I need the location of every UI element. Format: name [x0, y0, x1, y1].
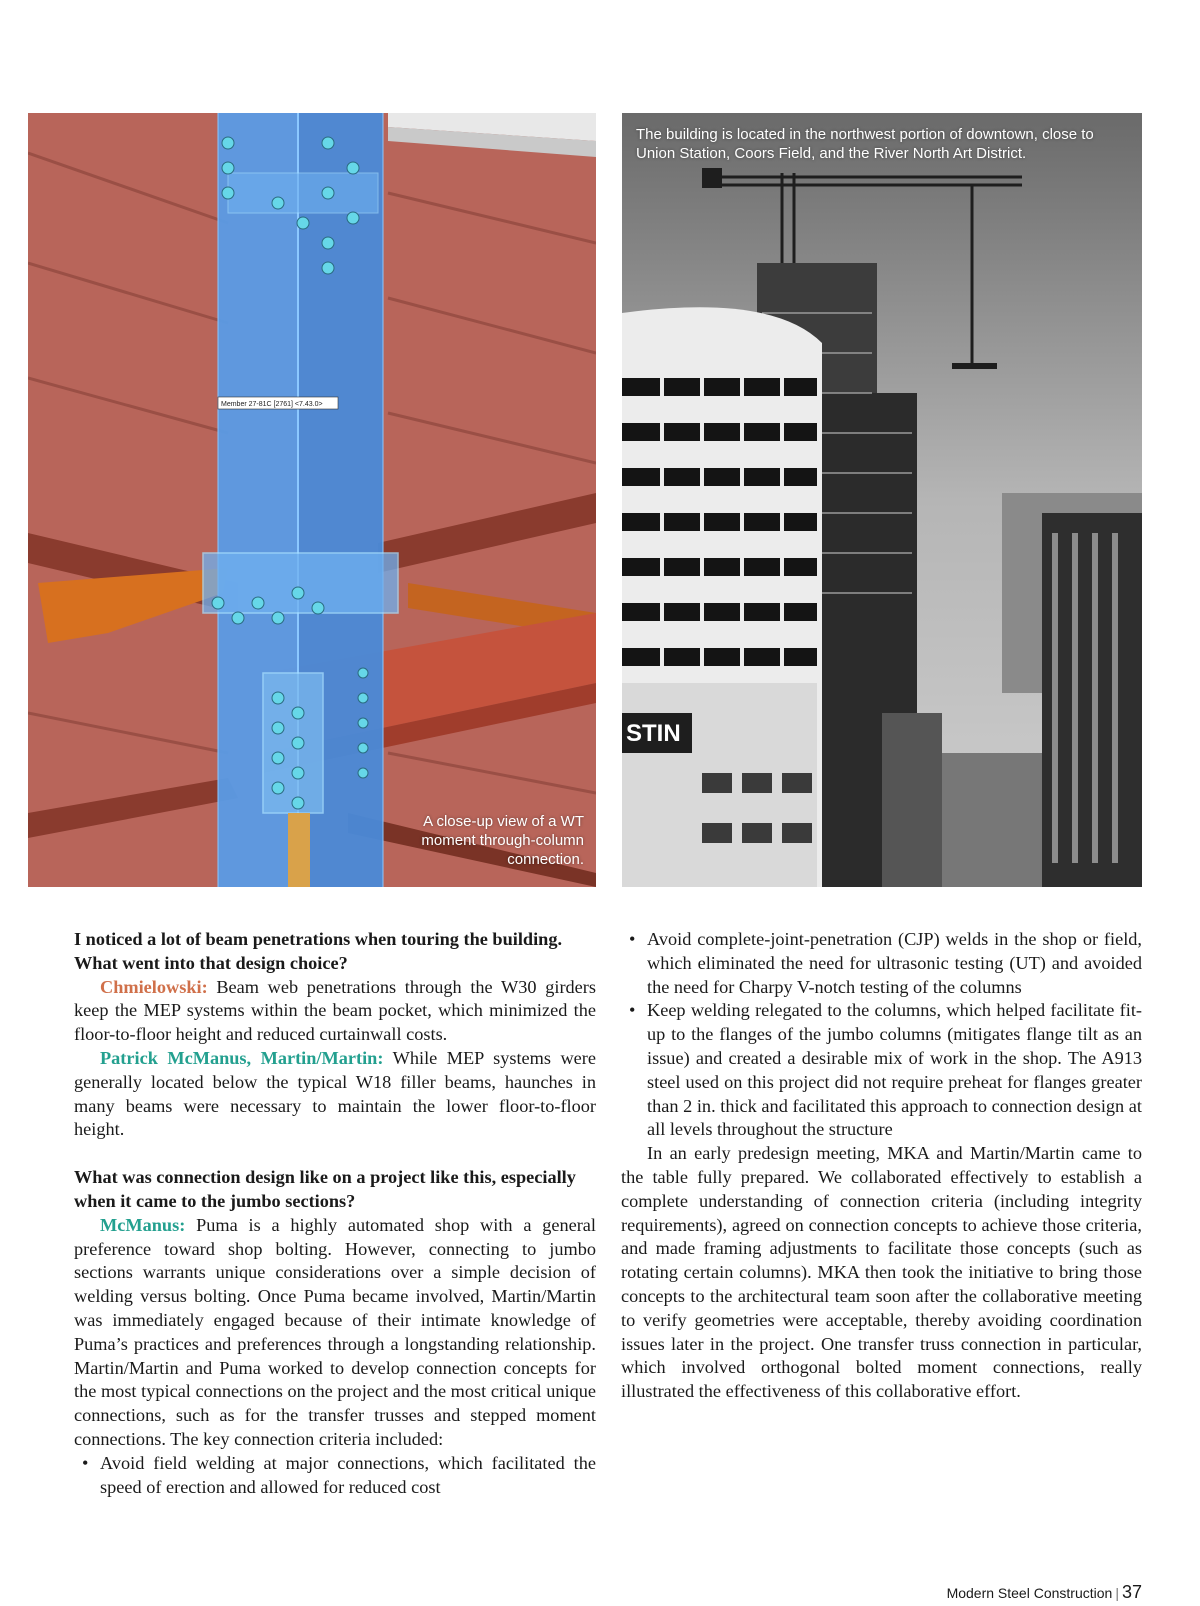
bullet-dot: •	[629, 1000, 636, 1021]
article-column-right	[621, 928, 1142, 1404]
closing-paragraph: In an early predesign meeting, MKA and Martin/Martin came to the table fully prepared. We collaborated effectively to establish a complete understanding of connection criteria (including integrity requirements), agreed on connection concepts to achieve those criteria, and made framing adjustments to facilitate those concepts (such as rotating certain columns). MKA then took the initiative to bring those concepts to the architectural team soon after the collaborative meeting to verify geometries were acceptable, thereby avoiding coordination issues later in the project. One transfer truss connection in particular, which involved orthogonal bolted moment connections, really illustrated the effectiveness of this collaborative effort.	[621, 1143, 1142, 1402]
publication-name: Modern Steel Construction	[946, 1585, 1113, 1601]
bullet-dot: •	[629, 929, 636, 949]
criteria-bullet-1	[74, 1452, 596, 1500]
answer-mcmanus-1	[74, 1047, 596, 1142]
construction-photo	[622, 113, 1142, 887]
bullet-dot: •	[82, 1452, 89, 1473]
footer-separator: |	[1115, 1585, 1119, 1601]
bullet-text: Keep welding relegated to the columns, which helped facilitate fit-up to the flanges of the jumbo columns (mitigates flange tilt as an issue) and created a desirable mix of work in the shop. The A913 steel used on this project did not require preheat for flanges greater than 2 in. thick and facilitated this approach to connection design at all levels throughout the structure	[647, 1000, 1142, 1140]
answer-chmielowski	[74, 976, 596, 1047]
answer-text: Puma is a highly automated shop with a general preference toward shop bolting. However, connecting to jumbo sections warrants unique considerations over a simple decision of welding versus bolting. Once Puma became involved, Martin/Martin was immediately engaged because of their intimate knowledge of Puma’s practices and preferences through a longstanding relationship. Martin/Martin and Puma worked to develop connection concepts for the most typical connections on the project and the most critical unique connections, such as for the transfer trusses and stepped moment connections. The key connection criteria included:	[74, 1214, 596, 1449]
article-column-left	[74, 928, 596, 1499]
hotel-sign: STIN	[626, 720, 681, 747]
right-figure-caption: The building is located in the northwest portion of downtown, close to Union Station, Coors Field, and the River North Art District.	[636, 126, 1094, 162]
question-beam-penetrations: I noticed a lot of beam penetrations when touring the building. What went into that design choice?	[74, 929, 563, 973]
speaker-chmielowski: Chmielowski:	[100, 976, 208, 997]
connection-model-image	[28, 113, 596, 887]
criteria-bullet-3	[621, 999, 1142, 1142]
bullet-text: Avoid complete-joint-penetration (CJP) welds in the shop or field, which eliminated the need for ultrasonic testing (UT) and avoided the need for Charpy V-notch testing of the columns	[647, 929, 1142, 997]
page-number: 37	[1121, 1582, 1142, 1602]
answer-mcmanus-2	[74, 1214, 596, 1452]
question-connection-design: What was connection design like on a project like this, especially when it came to the jumbo sections?	[74, 1167, 576, 1211]
left-figure-caption: A close-up view of a WT moment through-column connection.	[421, 813, 584, 868]
speaker-mcmanus-full: Patrick McManus, Martin/Martin:	[100, 1047, 384, 1068]
answer-text: Beam web penetrations through the W30 girders keep the MEP systems within the beam pocket, which minimized the floor-to-floor height and reduced curtainwall costs.	[74, 976, 596, 1045]
bullet-text: Avoid field welding at major connections, which facilitated the speed of erection and allowed for reduced cost	[100, 1452, 596, 1497]
speaker-mcmanus: McManus:	[100, 1214, 186, 1235]
page-footer	[947, 1582, 1142, 1603]
criteria-bullet-2	[621, 928, 1142, 999]
answer-text: While MEP systems were generally located below the typical W18 filler beams, haunches in many beams were necessary to maintain the lower floor-to-floor height.	[74, 1047, 596, 1140]
construction-photo-drawing	[622, 113, 1142, 887]
connection-model-drawing	[28, 113, 596, 887]
model-label: Member 27-81C [2761] <7.43.0>	[221, 401, 323, 408]
